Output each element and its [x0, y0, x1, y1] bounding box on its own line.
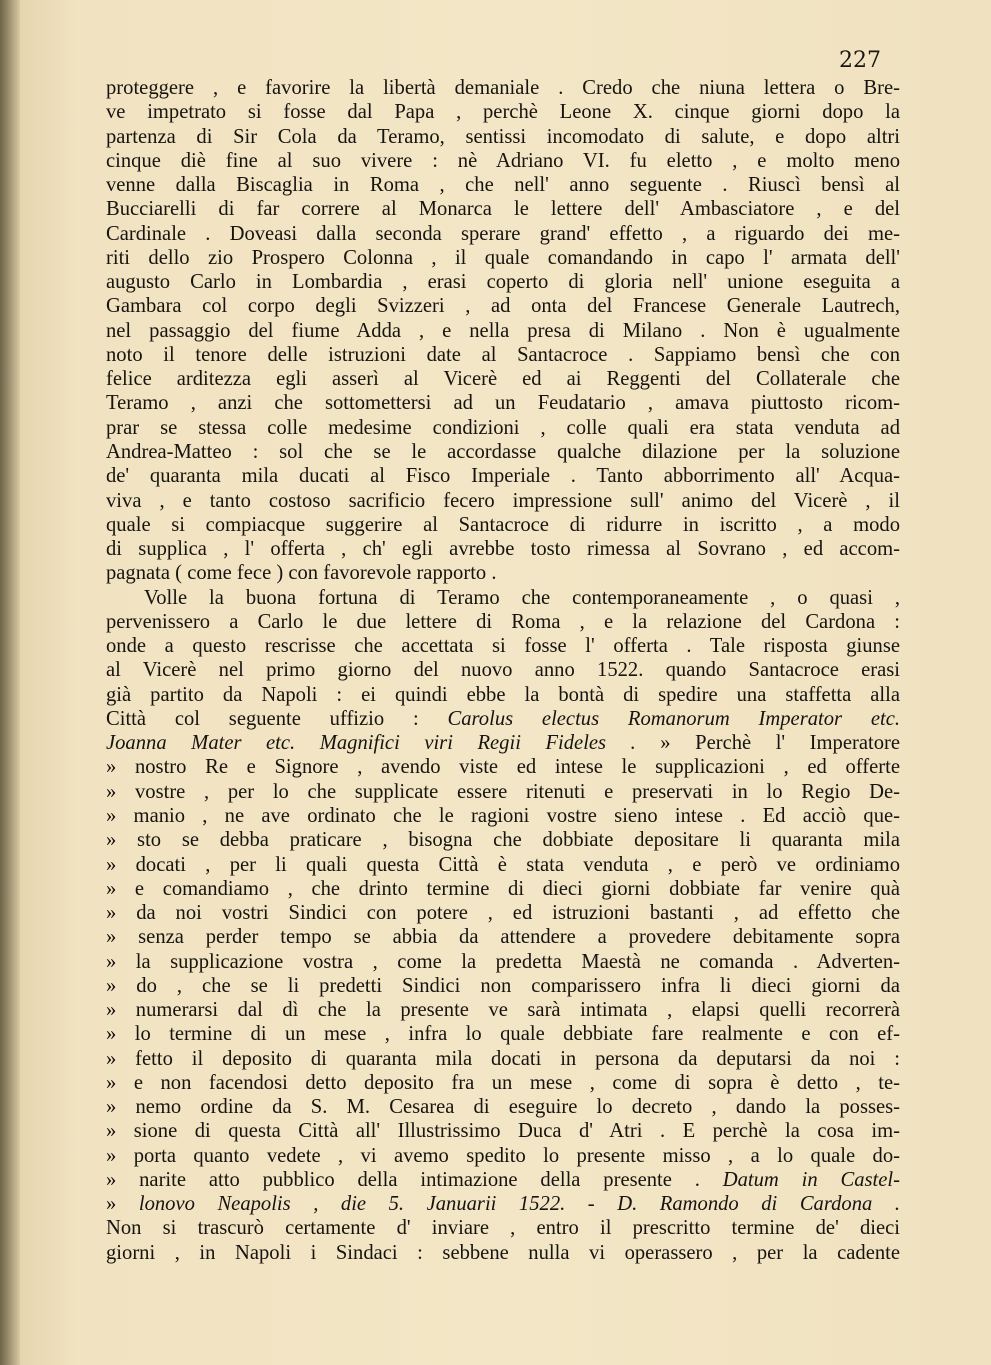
text-line	[106, 853, 900, 877]
text-segment: nel passaggio del fiume Adda , e nella presa di Milano . Non è ugualmente	[106, 319, 900, 342]
text-line	[106, 1095, 900, 1119]
text-segment: » Perchè l' Imperatore	[635, 732, 900, 755]
text-segment: al Vicerè nel primo giorno del nuovo anno 1522. quando Santacroce erasi	[106, 659, 900, 682]
text-segment: venne dalla Biscaglia in Roma , che nell' anno seguente . Riuscì bensì al	[106, 174, 900, 197]
text-line	[106, 707, 900, 731]
text-line	[106, 367, 900, 391]
text-segment: » lo termine di un mese , infra lo quale debbiate fare realmente e con ef-	[106, 1023, 900, 1046]
text-segment: di supplica , l' offerta , ch' egli avrebbe tosto rimessa al Sovrano , ed accom-	[106, 538, 900, 561]
text-line	[106, 100, 900, 124]
italic-text: lonovo Neapolis , die 5. Januarii 1522. - D. Ramondo di Cardona .	[138, 1193, 900, 1216]
text-line	[106, 319, 900, 343]
page-number: 227	[839, 48, 881, 73]
text-line	[106, 1216, 900, 1240]
text-segment: già partito da Napoli : ei quindi ebbe la bontà di spedire una staffetta alla	[106, 683, 900, 706]
text-segment: » manio , ne ave ordinato che le ragioni vostre sieno intese . Ed acciò que-	[106, 804, 900, 827]
book-page	[20, 0, 991, 1365]
text-line	[106, 246, 900, 270]
text-line	[106, 1071, 900, 1095]
text-segment: Città col seguente uffizio :	[106, 707, 448, 730]
text-line	[106, 998, 900, 1022]
text-line	[106, 1192, 900, 1216]
text-segment: Non si trascurò certamente d' inviare , entro il prescritto termine de' dieci	[106, 1217, 900, 1240]
text-segment: Teramo , anzi che sottomettersi ad un Feudatario , amava piuttosto ricom-	[106, 392, 900, 415]
text-line	[106, 76, 900, 100]
text-segment: » porta quanto vedete , vi avemo spedito lo presente misso , a lo quale do-	[106, 1144, 900, 1167]
text-segment: » la supplicazione vostra , come la predetta Maestà ne comanda . Adverten-	[106, 950, 900, 973]
text-line	[106, 950, 900, 974]
text-segment: Andrea-Matteo : sol che se le accordasse qualche dilazione per la soluzione	[106, 440, 900, 463]
text-segment: de' quaranta mila ducati al Fisco Imperiale . Tanto abborrimento all' Acqua-	[106, 465, 900, 488]
text-line	[106, 586, 900, 610]
text-line	[106, 173, 900, 197]
text-line	[106, 222, 900, 246]
text-segment: » sione di questa Città all' Illustrissimo Duca d' Atri . E perchè la cosa im-	[106, 1120, 900, 1143]
text-line	[106, 125, 900, 149]
text-line	[106, 731, 900, 755]
text-line	[106, 634, 900, 658]
text-line	[106, 828, 900, 852]
text-segment: pagnata ( come fece ) con favorevole rapporto .	[106, 562, 497, 585]
text-segment: prar se stessa colle medesime condizioni , colle quali era stata venduta ad	[106, 416, 900, 439]
text-segment: » vostre , per lo che supplicate essere ritenuti e preservati in lo Regio De-	[106, 780, 900, 803]
text-segment: Volle la buona fortuna di Teramo che contemporaneamente , o quasi ,	[144, 586, 900, 609]
text-segment: noto il tenore delle istruzioni date al Santacroce . Sappiamo bensì che con	[106, 343, 900, 366]
text-line	[106, 1168, 900, 1192]
text-line	[106, 561, 900, 585]
text-line	[106, 391, 900, 415]
text-line	[106, 683, 900, 707]
text-segment: » docati , per li quali questa Città è stata venduta , e però ve ordiniamo	[106, 853, 900, 876]
text-line	[106, 294, 900, 318]
italic-text: Carolus electus Romanorum Imperator etc.	[447, 707, 901, 730]
text-segment: » nemo ordine da S. M. Cesarea di eseguire lo decreto , dando la posses-	[106, 1096, 900, 1119]
text-segment: giorni , in Napoli i Sindaci : sebbene nulla vi operassero , per la cadente	[106, 1241, 900, 1264]
text-segment: » narite atto pubblico della intimazione della presente .	[106, 1168, 723, 1191]
text-line	[106, 1119, 900, 1143]
text-line	[106, 974, 900, 998]
text-line	[106, 416, 900, 440]
text-segment: » sto se debba praticare , bisogna che dobbiate depositare li quaranta mila	[106, 829, 900, 852]
text-segment: » e comandiamo , che drinto termine di dieci giorni dobbiate far venire quà	[106, 877, 900, 900]
italic-text: Joanna Mater etc. Magnifici viri Regii Fideles .	[106, 732, 636, 755]
text-line	[106, 610, 900, 634]
text-segment: partenza di Sir Cola da Teramo, sentissi incomodato di salute, e dopo altri	[106, 125, 900, 148]
text-segment: felice arditezza egli asserì al Vicerè ed ai Reggenti del Collaterale che	[106, 368, 900, 391]
text-segment: »	[106, 1193, 139, 1216]
text-segment: Cardinale . Doveasi dalla seconda sperare grand' effetto , a riguardo dei me-	[106, 222, 900, 245]
text-segment: » numerarsi dal dì che la presente ve sarà intimata , elapsi quelli recorrerà	[106, 999, 900, 1022]
text-segment: viva , e tanto costoso sacrificio fecero impressione sull' animo del Vicerè , il	[106, 489, 900, 512]
text-segment: proteggere , e favorire la libertà demaniale . Credo che niuna lettera o Bre-	[106, 77, 900, 99]
text-line	[106, 270, 900, 294]
text-segment: riti dello zio Prospero Colonna , il quale comandando in capo l' armata dell'	[106, 246, 900, 269]
text-segment: onde a questo rescrisse che accettata si fosse l' offerta . Tale risposta giunse	[106, 635, 900, 658]
text-line	[106, 1241, 900, 1265]
text-line	[106, 537, 900, 561]
text-segment: » da noi vostri Sindici con potere , ed istruzioni bastanti , ad effetto che	[106, 902, 900, 925]
text-line	[106, 877, 900, 901]
text-line	[106, 513, 900, 537]
text-line	[106, 1022, 900, 1046]
text-line	[106, 780, 900, 804]
text-line	[106, 489, 900, 513]
italic-text: Datum in Castel-	[722, 1168, 900, 1191]
text-line	[106, 925, 900, 949]
body-text	[106, 76, 900, 1265]
text-segment: » do , che se li predetti Sindici non comparissero infra li dieci giorni da	[106, 974, 900, 997]
text-line	[106, 1144, 900, 1168]
text-line	[106, 440, 900, 464]
text-segment: pervenissero a Carlo le due lettere di Roma , e la relazione del Cardona :	[106, 610, 900, 633]
text-segment: Gambara col corpo degli Svizzeri , ad onta del Francese Generale Lautrech,	[106, 295, 900, 318]
text-segment: Bucciarelli di far correre al Monarca le lettere dell' Ambasciatore , e del	[106, 198, 900, 221]
text-line	[106, 804, 900, 828]
text-segment: augusto Carlo in Lombardia , erasi coperto di gloria nell' unione eseguita a	[106, 271, 900, 294]
text-segment: » senza perder tempo se abbia da attendere a provedere debitamente sopra	[106, 926, 900, 949]
text-segment: quale si compiacque suggerire al Santacroce di ridurre in iscritto , a modo	[106, 513, 900, 536]
text-line	[106, 343, 900, 367]
text-line	[106, 197, 900, 221]
text-segment: ve impetrato si fosse dal Papa , perchè Leone X. cinque giorni dopo la	[106, 101, 900, 124]
book-gutter	[0, 0, 20, 1365]
text-segment: » nostro Re e Signore , avendo viste ed intese le supplicazioni , ed offerte	[106, 756, 900, 779]
text-line	[106, 901, 900, 925]
text-line	[106, 149, 900, 173]
text-segment: » e non facendosi detto deposito fra un mese , come di sopra è detto , te-	[106, 1071, 900, 1094]
text-segment: » fetto il deposito di quaranta mila docati in persona da deputarsi da noi :	[106, 1047, 900, 1070]
text-line	[106, 1047, 900, 1071]
text-line	[106, 755, 900, 779]
text-line	[106, 464, 900, 488]
text-segment: cinque diè fine al suo vivere : nè Adriano VI. fu eletto , e molto meno	[106, 149, 900, 172]
text-line	[106, 658, 900, 682]
